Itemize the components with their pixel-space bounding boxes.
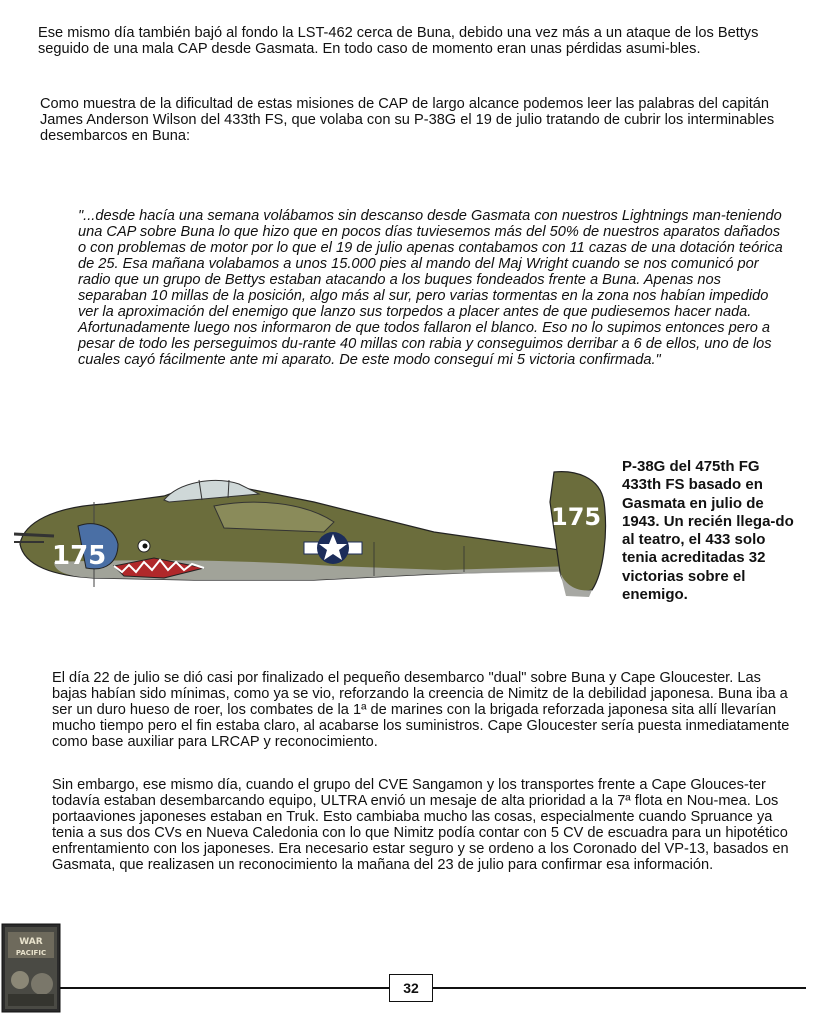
plane-tail-number: 175 xyxy=(551,503,602,531)
illustration-caption: P-38G del 475th FG 433th FS basado en Gasmata en julio de 1943. Un recién llega-do al teatro, el 433 solo tenia acreditadas 32 victorias sobre el enemigo. xyxy=(622,458,794,604)
plane-tail-fin xyxy=(550,472,606,592)
paragraph-july22: El día 22 de julio se dió casi por finalizado el pequeño desembarco "dual" sobre Buna y Cape Gloucester. Las bajas habían sido mínimas, como ya se vio, reforzando la creencia de Nimitz de la debilidad japonesa. Buna iba a ser un duro hueso de roer, los combates de la 1ª de marines con la brigada reforzada japonesa sita allí llevarían mucho tiempo pero el fin estaba claro, al acabarse los suministros. Cape Gloucester sería puesta inmediatamente como base auxiliar para LRCAP y reconocimiento. xyxy=(52,670,790,750)
plane-nose-number: 175 xyxy=(52,541,107,571)
dvd-cover-thumbnail xyxy=(0,922,62,1014)
paragraph-ultra: Sin embargo, ese mismo día, cuando el grupo del CVE Sangamon y los transportes frente a Cape Glouces-ter todavía estaban desembarcando equipo, ULTRA envió un mesaje de alta prioridad a la 7ª flota en Nou-mea. Los portaaviones japoneses estaban en Truk. Esto cambiaba mucho las cosas, especialmente cuando Spruance ya tenia a sus dos CVs en Nueva Caledonia con lo que Nimitz podía contar con 5 CV de escuadra para un hipotético enfrentamiento con los japoneses. Era necesario estar seguro y se ordeno a los Coronado del VP-13, basados en Gasmata, que realizasen un reconocimiento la mañana del 23 de julio para confirmar esa información. xyxy=(52,777,789,873)
footer-rule xyxy=(60,987,806,989)
p38-illustration xyxy=(14,462,614,612)
paragraph-lst462: Ese mismo día también bajó al fondo la LST-462 cerca de Buna, debido una vez más a un ataque de los Bettys seguido de una mala CAP desde Gasmata. En todo caso de momento eran unas pérdidas asumi-bles. xyxy=(38,25,759,57)
dvd-title-line2: PACIFIC xyxy=(15,949,47,957)
page-number: 32 xyxy=(389,974,433,1002)
dvd-title-line1: WAR xyxy=(19,937,43,947)
quote-wilson: "...desde hacía una semana volábamos sin descanso desde Gasmata con nuestros Lightnings man-teniendo una CAP sobre Buna lo que hizo que en pocos días tuviesemos más del 50% de nuestros aparatos dañados o con problemas de motor por lo que el 19 de julio apenas contabamos con 11 cazas de una dotación teórica de 25. Esa mañana volabamos a unos 15.000 pies al mando del Maj Wright cuando se nos comunicó por radio que un grupo de Bettys estaban atacando a los buques fondeados frente a Buna. Apenas nos separaban 10 millas de la posición, algo más al sur, pero varias tormentas en la zona nos habían impedido ver la aproximación del enemigo que lanzo sus torpedos a placer antes de que pudiesemos hacer nada. Afortunadamente luego nos informaron de que todos fallaron el blanco. Eso no lo supimos entonces pero a pesar de todo les perseguimos du-rante 40 millas con rabia y conseguimos derribar a 6 de ellos, uno de los cuales cayó fácilmente ante mi aparato. De este modo conseguí mi 5 victoria confirmada." xyxy=(78,208,783,368)
paragraph-cap-intro: Como muestra de la dificultad de estas misiones de CAP de largo alcance podemos leer las palabras del capitán James Anderson Wilson del 433th FS, que volaba con su P-38G el 19 de julio tratando de cubrir los interminables desembarcos en Buna: xyxy=(40,96,775,144)
